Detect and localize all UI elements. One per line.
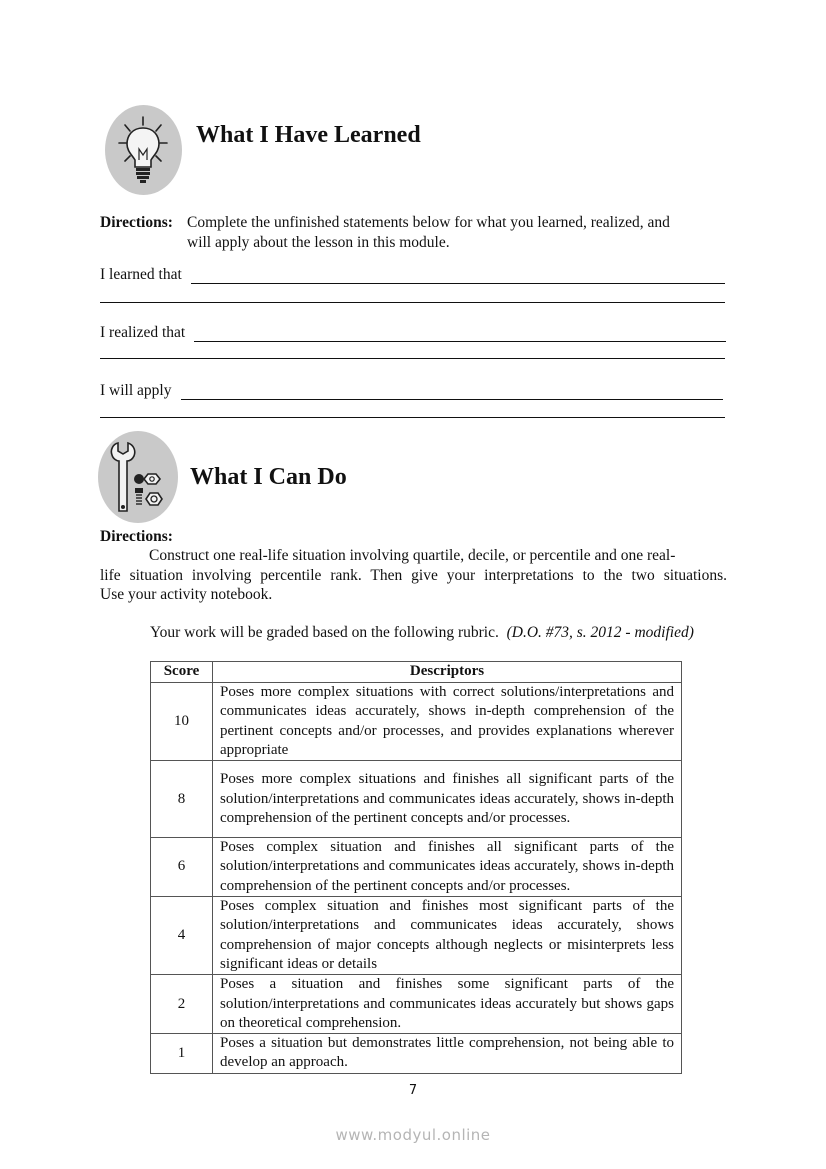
score-cell: 2	[151, 975, 213, 1034]
rubric-intro	[150, 623, 694, 643]
directions-label: Directions:	[100, 528, 173, 545]
page-number: 7	[408, 1083, 418, 1098]
rubric-source: (D.O. #73, s. 2012 - modified)	[506, 624, 694, 641]
lightbulb-icon-badge	[105, 105, 182, 195]
score-cell: 4	[151, 897, 213, 975]
wrench-nuts-icon	[98, 431, 178, 523]
watermark: www.modyul.online	[335, 1126, 491, 1144]
answer-line[interactable]	[191, 283, 725, 284]
table-row	[151, 1034, 682, 1074]
tools-icon-badge	[98, 431, 178, 523]
task-text-line1: Construct one real-life situation involving quartile, decile, or percentile and one real-	[149, 547, 676, 564]
score-cell: 10	[151, 683, 213, 761]
directions-text-line2: will apply about the lesson in this module.	[187, 234, 450, 251]
table-row	[151, 683, 682, 761]
task-text-line3: Use your activity notebook.	[100, 586, 273, 603]
rubric-header-row	[151, 662, 682, 683]
header-score: Score	[151, 662, 213, 683]
descriptor-cell: Poses more complex situations and finishes all significant parts of the solution/interpretations and communicates ideas accurately, shows in-depth comprehension of the pertinent concepts and/or processes.	[213, 761, 682, 838]
prompt-realized: I realized that	[100, 324, 186, 341]
prompt-apply: I will apply	[100, 382, 172, 399]
table-row	[151, 838, 682, 897]
lightbulb-icon	[105, 105, 182, 195]
directions-label: Directions:	[100, 214, 173, 231]
score-cell: 1	[151, 1034, 213, 1074]
score-cell: 6	[151, 838, 213, 897]
table-row	[151, 761, 682, 838]
prompt-learned: I learned that	[100, 266, 182, 283]
rubric-table	[150, 661, 682, 1074]
answer-line[interactable]	[181, 399, 723, 400]
table-row	[151, 975, 682, 1034]
answer-line[interactable]	[100, 302, 725, 303]
descriptor-cell: Poses complex situation and finishes most significant parts of the solution/interpretations and communicates ideas accurately, shows comprehension of major concepts although neglects or misinterprets less significant ideas or details	[213, 897, 682, 975]
score-cell: 8	[151, 761, 213, 838]
descriptor-cell: Poses complex situation and finishes all significant parts of the solution/interpretations and communicates ideas accurately, shows in-depth comprehension of the pertinent concepts and/or processes.	[213, 838, 682, 897]
answer-line[interactable]	[194, 341, 726, 342]
rubric-intro-text: Your work will be graded based on the following rubric.	[150, 624, 499, 641]
answer-line[interactable]	[100, 417, 725, 418]
header-descriptors: Descriptors	[213, 662, 682, 683]
section-title-learned: What I Have Learned	[196, 122, 421, 148]
task-text-line2: life situation involving percentile rank. Then give your interpretations to the two situations.	[100, 567, 727, 584]
directions-text-line1: Complete the unfinished statements below for what you learned, realized, and	[187, 214, 670, 231]
table-row	[151, 897, 682, 975]
section-title-can-do: What I Can Do	[190, 464, 347, 490]
descriptor-cell: Poses a situation and finishes some significant parts of the solution/interpretations and communicates ideas accurately but shows gaps on theoretical comprehension.	[213, 975, 682, 1034]
descriptor-cell: Poses a situation but demonstrates little comprehension, not being able to develop an approach.	[213, 1034, 682, 1074]
descriptor-cell: Poses more complex situations with correct solutions/interpretations and communicates ideas accurately, shows in-depth comprehension of the pertinent concepts and/or processes, and provides explanations wherever appropriate	[213, 683, 682, 761]
answer-line[interactable]	[100, 358, 725, 359]
